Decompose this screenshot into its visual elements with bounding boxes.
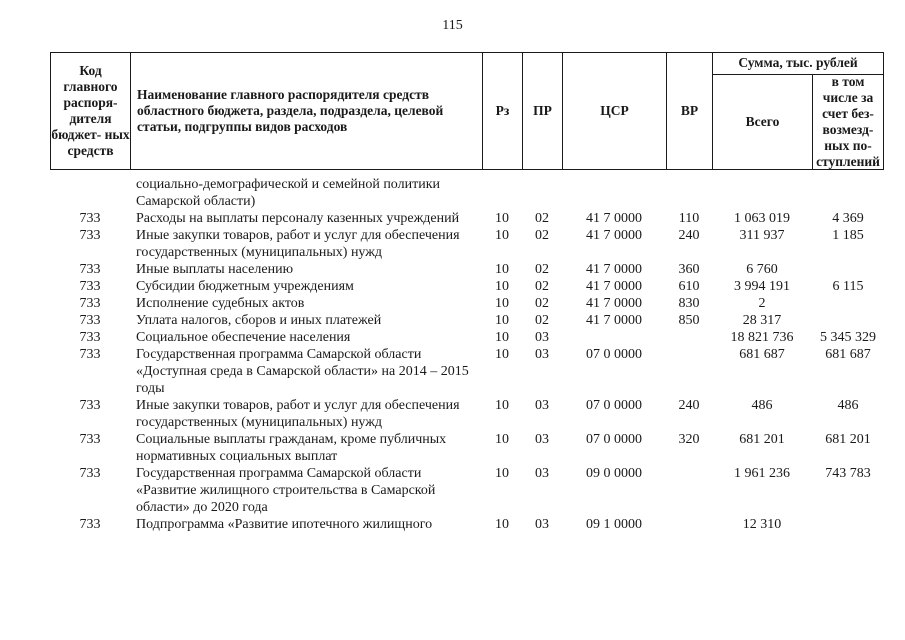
header-right-border <box>883 52 884 170</box>
cell-csr: 41 7 0000 <box>586 262 642 277</box>
cell-code: 733 <box>79 347 101 362</box>
cell-name: Социальное обеспечение населения <box>136 330 351 345</box>
cell-total: 311 937 <box>739 228 785 243</box>
cell-csr: 41 7 0000 <box>586 296 642 311</box>
header-code: Код главного распоря- дителя бюджет- ных средств <box>51 62 130 158</box>
cell-free: 486 <box>837 398 859 413</box>
cell-pr: 03 <box>535 398 549 413</box>
cell-code: 733 <box>79 398 101 413</box>
cell-total: 6 760 <box>746 262 778 277</box>
table-body <box>50 176 884 533</box>
cell-total: 28 317 <box>742 313 782 328</box>
cell-csr: 41 7 0000 <box>586 211 642 226</box>
cell-csr: 07 0 0000 <box>586 398 642 413</box>
cell-total: 2 <box>758 296 766 311</box>
table-row <box>50 397 884 431</box>
cell-pr: 03 <box>535 517 549 532</box>
cell-vr: 240 <box>678 228 700 243</box>
cell-name: Социальные выплаты гражданам, кроме публичных нормативных социальных выплат <box>136 432 447 464</box>
table-row <box>50 278 884 295</box>
cell-vr: 610 <box>678 279 700 294</box>
cell-pr: 03 <box>535 347 549 362</box>
header-free: в том числе за счет без- возмезд- ных по- ступлений <box>816 74 880 169</box>
table-row <box>50 431 884 465</box>
page-number: 115 <box>442 18 463 33</box>
cell-name: Подпрограмма «Развитие ипотечного жилищного <box>136 517 433 532</box>
header-sum: Сумма, тыс. рублей <box>738 55 858 70</box>
cell-vr: 110 <box>678 211 700 226</box>
cell-name: Иные выплаты населению <box>136 262 294 277</box>
cell-rz: 10 <box>495 262 509 277</box>
cell-name: Субсидии бюджетным учреждениям <box>136 279 354 294</box>
cell-code: 733 <box>79 296 101 311</box>
cell-code: 733 <box>79 262 101 277</box>
cell-rz: 10 <box>495 466 509 481</box>
cell-pr: 03 <box>535 432 549 447</box>
cell-csr: 41 7 0000 <box>586 228 642 243</box>
cell-rz: 10 <box>495 211 509 226</box>
cell-csr: 41 7 0000 <box>586 313 642 328</box>
header-bottom-border <box>50 169 884 170</box>
cell-name: Государственная программа Самарской области «Доступная среда в Самарской области» на 2014 – 2015 годы <box>136 347 469 396</box>
cell-free: 681 687 <box>825 347 871 362</box>
cell-total: 3 994 191 <box>734 279 790 294</box>
table-row <box>50 516 884 533</box>
cell-free: 4 369 <box>832 211 864 226</box>
cell-free: 681 201 <box>825 432 871 447</box>
cell-total: 12 310 <box>742 517 782 532</box>
cell-pr: 02 <box>535 296 549 311</box>
cell-pr: 02 <box>535 279 549 294</box>
header-vr: ВР <box>680 102 699 118</box>
cell-name: Государственная программа Самарской области «Развитие жилищного строительства в Самарской области» до 2020 года <box>136 466 436 515</box>
cell-csr: 41 7 0000 <box>586 279 642 294</box>
cell-total: 681 687 <box>739 347 785 362</box>
cell-rz: 10 <box>495 347 509 362</box>
header-rz: Рз <box>495 102 510 118</box>
header-total: Всего <box>745 114 780 129</box>
table-header <box>50 52 884 170</box>
cell-rz: 10 <box>495 228 509 243</box>
table-row <box>50 295 884 312</box>
cell-name: Уплата налогов, сборов и иных платежей <box>136 313 382 328</box>
cell-code: 733 <box>79 330 101 345</box>
cell-code: 733 <box>79 517 101 532</box>
cell-code: 733 <box>79 211 101 226</box>
cell-vr: 850 <box>678 313 700 328</box>
cell-rz: 10 <box>495 517 509 532</box>
cell-pr: 03 <box>535 466 549 481</box>
cell-csr: 09 1 0000 <box>586 517 642 532</box>
cell-pr: 02 <box>535 211 549 226</box>
header-name: Наименование главного распорядителя средств областного бюджета, раздела, подраздела, целевой статьи, подгруппы видов расходов <box>137 86 444 134</box>
cell-csr: 09 0 0000 <box>586 466 642 481</box>
cell-pr: 02 <box>535 262 549 277</box>
table-row <box>50 210 884 227</box>
cell-name: Расходы на выплаты персоналу казенных учреждений <box>136 211 460 226</box>
cell-name: Иные закупки товаров, работ и услуг для обеспечения государственных (муниципальных) нужд <box>136 228 460 260</box>
table-row <box>50 346 884 397</box>
cell-pr: 03 <box>535 330 549 345</box>
table-row <box>50 227 884 261</box>
cell-pr: 02 <box>535 228 549 243</box>
cell-name: социально-демографической и семейной политики Самарской области) <box>136 177 441 209</box>
cell-csr: 07 0 0000 <box>586 347 642 362</box>
cell-total: 1 063 019 <box>734 211 790 226</box>
cell-code: 733 <box>79 432 101 447</box>
cell-rz: 10 <box>495 398 509 413</box>
cell-total: 681 201 <box>739 432 785 447</box>
cell-rz: 10 <box>495 296 509 311</box>
cell-name: Исполнение судебных актов <box>136 296 305 311</box>
table-row <box>50 329 884 346</box>
cell-code: 733 <box>79 279 101 294</box>
cell-free: 5 345 329 <box>820 330 876 345</box>
cell-total: 486 <box>751 398 773 413</box>
table-row <box>50 261 884 278</box>
cell-csr: 07 0 0000 <box>586 432 642 447</box>
cell-total: 1 961 236 <box>734 466 790 481</box>
cell-vr: 830 <box>678 296 700 311</box>
cell-code: 733 <box>79 313 101 328</box>
cell-name: Иные закупки товаров, работ и услуг для обеспечения государственных (муниципальных) нужд <box>136 398 460 430</box>
cell-rz: 10 <box>495 330 509 345</box>
cell-rz: 10 <box>495 313 509 328</box>
table-row <box>50 465 884 516</box>
cell-pr: 02 <box>535 313 549 328</box>
cell-rz: 10 <box>495 279 509 294</box>
cell-vr: 320 <box>678 432 700 447</box>
header-pr: ПР <box>533 102 552 118</box>
cell-total: 18 821 736 <box>730 330 794 345</box>
cell-vr: 240 <box>678 398 700 413</box>
cell-code: 733 <box>79 466 101 481</box>
table-row <box>50 176 884 210</box>
cell-vr: 360 <box>678 262 700 277</box>
cell-free: 1 185 <box>832 228 864 243</box>
cell-free: 743 783 <box>825 466 871 481</box>
table-row <box>50 312 884 329</box>
header-csr: ЦСР <box>600 102 629 118</box>
cell-rz: 10 <box>495 432 509 447</box>
cell-code: 733 <box>79 228 101 243</box>
cell-free: 6 115 <box>832 279 864 294</box>
